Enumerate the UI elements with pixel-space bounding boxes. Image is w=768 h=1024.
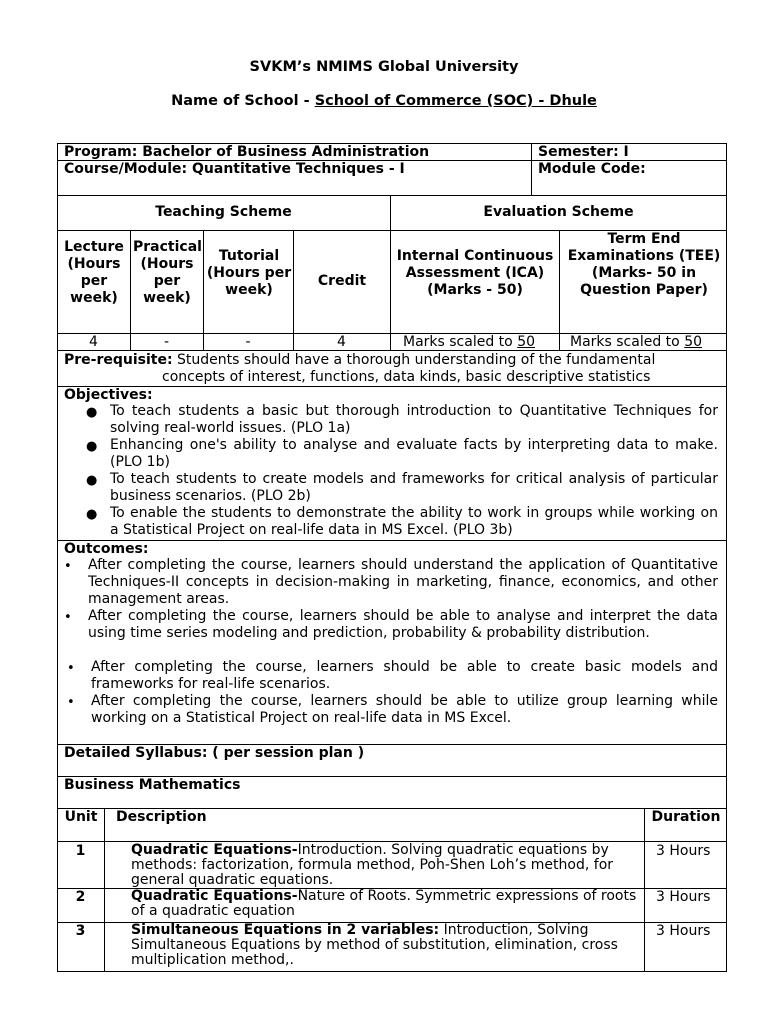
program-label: Program: Bachelor of Business Administration: [64, 144, 430, 160]
ica-column-header: Internal Continuous Assessment (ICA) (Marks - 50): [396, 248, 554, 298]
semester-label: Semester: I: [538, 144, 629, 160]
credit-value: 4: [337, 334, 346, 350]
unit-duration: 3 Hours: [656, 923, 711, 939]
prerequisite-line2: concepts of interest, functions, data kinds, basic descriptive statistics: [162, 369, 651, 385]
section-title: Business Mathematics: [64, 777, 241, 793]
unit-column-header: Unit: [64, 809, 98, 825]
ica-marks-value: Marks scaled to 50: [403, 334, 536, 350]
teaching-scheme-heading: Teaching Scheme: [155, 204, 292, 220]
unit-number: 3: [75, 923, 86, 939]
outcome-item: After completing the course, learners should be able to create basic models and frameworks for real-life scenarios.: [91, 659, 718, 692]
outcome-item: After completing the course, learners should understand the application of Quantitative Techniques-II concepts in decision-making in marketing, finance, economics, and other management areas.: [88, 557, 718, 607]
bullet-icon: ●: [86, 473, 98, 488]
lecture-hours-value: 4: [89, 334, 98, 350]
tutorial-column-header: Tutorial (Hours per week): [206, 248, 292, 298]
tee-column-header: Term End Examinations (TEE) (Marks- 50 in Question Paper): [567, 231, 721, 298]
objective-item: To teach students to create models and frameworks for critical analysis of particular business scenarios. (PLO 2b): [110, 471, 718, 504]
lecture-column-header: Lecture (Hours per week): [64, 239, 124, 306]
outcome-item: After completing the course, learners should be able to utilize group learning while working on a Statistical Project on real-life data in MS Excel.: [91, 693, 718, 726]
practical-hours-value: -: [163, 334, 170, 350]
bullet-icon: •: [64, 610, 72, 625]
school-prefix: Name of School -: [171, 93, 315, 109]
university-title: SVKM’s NMIMS Global University: [249, 59, 519, 75]
unit-number: 2: [75, 889, 86, 905]
course-label: Course/Module: Quantitative Techniques - I: [64, 161, 405, 177]
objective-item: To enable the students to demonstrate the ability to work in groups while working on a Statistical Project on real-life data in MS Excel. (PLO 3b): [110, 505, 718, 538]
unit-description: Quadratic Equations-Nature of Roots. Symmetric expressions of roots of a quadratic equation: [131, 888, 637, 919]
unit-duration: 3 Hours: [656, 889, 711, 905]
school-name: School of Commerce (SOC) - Dhule: [314, 93, 597, 109]
practical-column-header: Practical (Hours per week): [133, 239, 202, 306]
unit-number: 1: [75, 843, 86, 859]
credit-column-header: Credit: [317, 273, 367, 289]
evaluation-scheme-heading: Evaluation Scheme: [483, 204, 634, 220]
detailed-syllabus-label: Detailed Syllabus: ( per session plan ): [64, 745, 365, 761]
bullet-icon: ●: [86, 439, 98, 454]
outcomes-label: Outcomes:: [64, 541, 149, 557]
objective-item: To teach students a basic but thorough introduction to Quantitative Techniques for solving real-world issues. (PLO 1a): [110, 403, 718, 436]
objective-item: Enhancing one's ability to analyse and evaluate facts by interpreting data to make.(PLO 1b): [110, 437, 718, 470]
unit-description: Quadratic Equations-Introduction. Solving quadratic equations by methods: factorization, formula method, Poh-Shen Loh’s method, for general quadratic equations.: [131, 842, 614, 888]
tutorial-hours-value: -: [245, 334, 251, 350]
bullet-icon: ●: [86, 405, 98, 420]
school-line: [0, 93, 768, 110]
bullet-icon: •: [67, 661, 75, 676]
description-column-header: Description: [116, 809, 207, 825]
bullet-icon: ●: [86, 507, 98, 522]
tee-marks-value: Marks scaled to 50: [570, 334, 703, 350]
duration-column-header: Duration: [651, 809, 721, 825]
bullet-icon: •: [64, 559, 72, 574]
prerequisite-line1: Pre-requisite: Students should have a thorough understanding of the fundamental: [64, 352, 656, 368]
unit-description: Simultaneous Equations in 2 variables: Introduction, Solving Simultaneous Equations by method of substitution, elimination, cross multiplication method,.: [131, 922, 618, 968]
prerequisite-label: Pre-requisite:: [64, 352, 173, 368]
unit-duration: 3 Hours: [656, 843, 711, 859]
outcome-item: After completing the course, learners should be able to analyse and interpret the data using time series modeling and prediction, probability & probability distribution.: [88, 608, 718, 641]
objectives-label: Objectives:: [64, 387, 153, 403]
bullet-icon: •: [67, 695, 75, 710]
module-code-label: Module Code:: [538, 161, 646, 177]
